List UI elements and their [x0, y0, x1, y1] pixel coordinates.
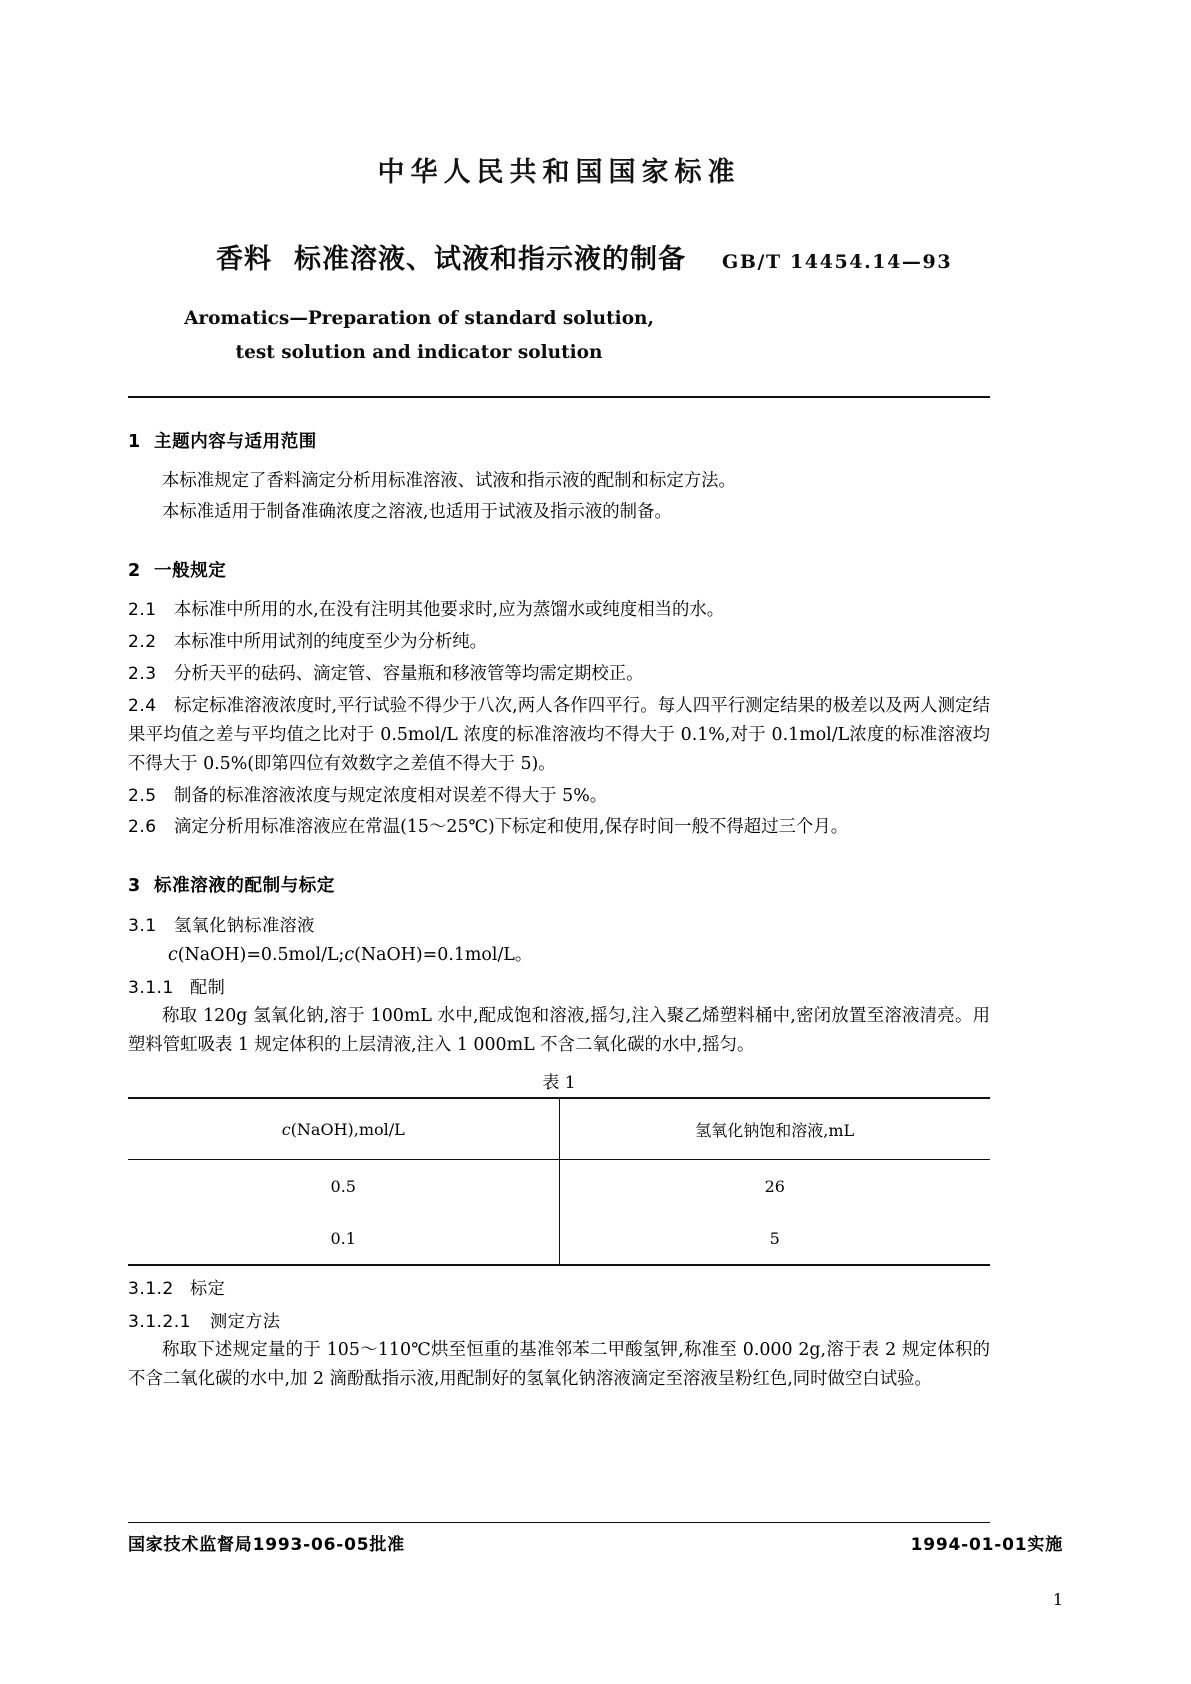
header-col1-rest: (NaOH),mol/L	[290, 1120, 405, 1140]
title-en-line2: test solution and indicator solution	[235, 342, 603, 364]
standard-number: GB/T 14454.14—93	[722, 251, 953, 273]
clause-3-1-2-heading	[128, 1274, 990, 1299]
clause-2-3-number: 2.3	[128, 664, 157, 684]
clause-2-1-number: 2.1	[128, 600, 157, 621]
clause-3-1-formula	[128, 940, 990, 965]
section-3-number: 3	[128, 876, 141, 897]
table-1-body	[128, 1160, 990, 1266]
clause-2-6-text: 滴定分析用标准溶液应在常温(15～25℃)下标定和使用,保存时间一般不得超过三个月。	[174, 817, 849, 838]
clause-2-5	[128, 782, 990, 811]
formula-part-2: (NaOH)=0.1mol/L。	[354, 945, 533, 966]
table-cell-conc-2: 0.1	[128, 1212, 559, 1265]
clause-2-1-text: 本标准中所用的水,在没有注明其他要求时,应为蒸馏水或纯度相当的水。	[174, 600, 725, 621]
table-header-row	[128, 1098, 990, 1160]
section-1-heading	[128, 428, 990, 453]
clause-3-1-1-label: 配制	[190, 978, 226, 999]
approval-authority: 国家技术监督局1993-06-05批准	[128, 1535, 405, 1555]
clause-3-1-2-1-text: 称取下述规定量的于 105～110℃烘至恒重的基准邻苯二甲酸氢钾,称准至 0.000 2g,溶于表 2 规定体积的不含二氧化碳的水中,加 2 滴酚酞指示液,用配制好的氢氧化钠溶液滴定至溶液呈粉红色,同时做空白试验。	[128, 1340, 990, 1390]
table-cell-volume-1: 26	[764, 1177, 785, 1197]
clause-3-1-2-1-label: 测定方法	[210, 1312, 281, 1333]
table-1-head	[128, 1098, 990, 1160]
header-divider	[128, 396, 990, 398]
section-1-title: 主题内容与适用范围	[154, 432, 317, 453]
table-row	[128, 1160, 990, 1213]
page-number: 1	[1052, 1590, 1063, 1609]
table-1	[128, 1097, 990, 1266]
clause-2-4-text: 标定标准溶液浓度时,平行试验不得少于八次,两人各作四平行。每人四平行测定结果的极差以及两人测定结果平均值之差与平均值之比对于 0.5mol/L 浓度的标准溶液均不得大于 0.1%,对于 0.1mol/L浓度的标准溶液均不得大于 0.5%(即第四位有效数字之差值不得大于 5)。	[128, 695, 990, 774]
footer-divider	[128, 1522, 990, 1523]
clause-2-6-number: 2.6	[128, 817, 157, 838]
document-title-cn	[216, 237, 686, 276]
header-c-italic: c	[281, 1120, 291, 1140]
section-2-number: 2	[128, 561, 141, 582]
formula-c-2: c	[344, 945, 355, 966]
clause-3-1-1-text: 称取 120g 氢氧化钠,溶于 100mL 水中,配成饱和溶液,摇匀,注入聚乙烯塑料桶中,密闭放置至溶液清亮。用塑料管虹吸表 1 规定体积的上层清液,注入 1 000mL 不含二氧化碳的水中,摇匀。	[128, 1006, 990, 1056]
table-1-caption: 表 1	[542, 1073, 576, 1094]
table-1-header-col-2: 氢氧化钠饱和溶液,mL	[559, 1098, 990, 1160]
clause-2-1	[128, 596, 990, 625]
clause-2-2-text: 本标准中所用试剂的纯度至少为分析纯。	[174, 632, 488, 653]
table-1-header-col-1	[128, 1098, 559, 1160]
clause-3-1-1-heading	[128, 973, 990, 998]
table-row	[128, 1212, 990, 1265]
clause-2-3	[128, 660, 990, 689]
title-en-line1: Aromatics—Preparation of standard solution,	[184, 308, 654, 329]
clause-2-5-text: 制备的标准溶液浓度与规定浓度相对误差不得大于 5%。	[174, 785, 608, 806]
clause-2-6	[128, 813, 990, 842]
table-cell-conc-1: 0.5	[128, 1160, 559, 1213]
title-row	[128, 237, 990, 276]
page-footer	[128, 1530, 1063, 1555]
clause-3-1-2-number: 3.1.2	[128, 1279, 174, 1300]
clause-2-5-number: 2.5	[128, 785, 157, 806]
section-2-title: 一般规定	[154, 561, 227, 582]
clause-2-3-text: 分析天平的砝码、滴定管、容量瓶和移液管等均需定期校正。	[174, 664, 644, 684]
section-1-paragraph-1: 本标准规定了香料滴定分析用标准溶液、试液和指示液的配制和标定方法。	[162, 471, 736, 492]
clause-2-2	[128, 628, 990, 657]
national-standard-header: 中华人民共和国国家标准	[377, 157, 741, 188]
table-cell-volume-2: 5	[559, 1212, 990, 1265]
clause-3-1-label: 氢氧化钠标准溶液	[174, 916, 315, 937]
document-title-en	[128, 302, 990, 370]
section-2-heading	[128, 557, 990, 582]
clause-3-1-2-label: 标定	[190, 1279, 226, 1300]
clause-3-1-2-1-heading	[128, 1307, 990, 1332]
clause-3-1-1-number: 3.1.1	[128, 978, 174, 999]
section-1-number: 1	[128, 432, 141, 453]
formula-c-1: c	[168, 945, 178, 966]
page-content	[128, 0, 990, 1684]
formula-part-1: (NaOH)=0.5mol/L;	[177, 945, 345, 966]
clause-3-1-heading	[128, 911, 990, 936]
section-3-heading	[128, 872, 990, 897]
clause-3-1-number: 3.1	[128, 916, 157, 937]
clause-2-4	[128, 692, 990, 779]
section-1-paragraph-2: 本标准适用于制备准确浓度之溶液,也适用于试液及指示液的制备。	[162, 502, 672, 523]
title-cn-part2: 标准溶液、试液和指示液的制备	[294, 244, 686, 275]
clause-2-4-number: 2.4	[128, 695, 157, 716]
title-cn-part1: 香料	[216, 244, 272, 275]
clause-3-1-2-1-number: 3.1.2.1	[128, 1312, 191, 1333]
section-3-title: 标准溶液的配制与标定	[154, 876, 335, 897]
clause-2-2-number: 2.2	[128, 632, 157, 653]
implementation-date: 1994-01-01实施	[910, 1535, 1063, 1555]
